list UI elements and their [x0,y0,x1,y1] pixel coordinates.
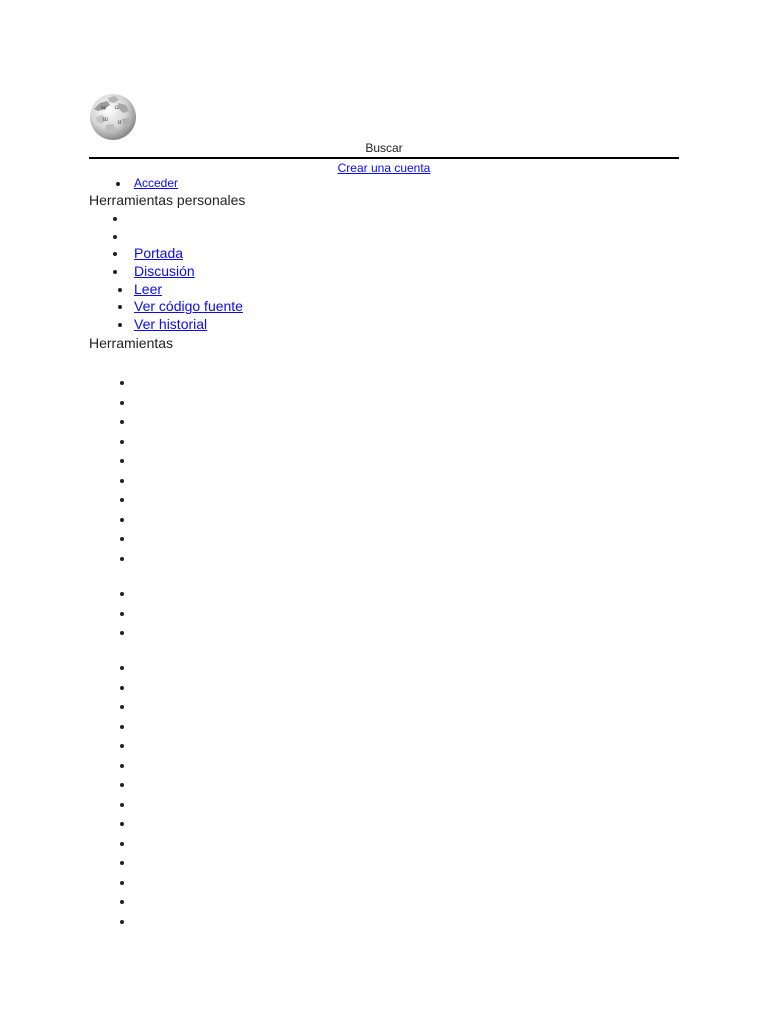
tab-ver-historial-link[interactable]: Ver historial [134,316,208,333]
login-list [134,176,178,191]
create-account-row [0,161,768,175]
tab-leer-link[interactable]: Leer [134,280,163,297]
svg-text:Ш: Ш [103,118,109,123]
login-link[interactable]: Acceder [134,176,179,190]
search-label[interactable]: Buscar [365,141,403,155]
personal-tools-heading: Herramientas personales [89,192,246,208]
tab-ver-codigo-fuente-link[interactable]: Ver código fuente [134,298,243,315]
tab-portada [134,245,243,263]
wikipedia-logo-icon[interactable] [88,91,138,141]
list-item [134,176,178,191]
page-tabs-list [134,245,243,334]
svg-text:W: W [101,106,107,112]
tools-heading: Herramientas [89,335,174,351]
tab-ver-codigo-fuente [134,298,243,316]
tab-discusion-link[interactable]: Discusión [134,262,195,279]
tab-leer [134,281,243,299]
tab-discusion [134,263,243,281]
tab-ver-historial [134,316,243,334]
tab-portada-link[interactable]: Portada [134,245,184,261]
create-account-link[interactable]: Crear una cuenta [337,161,431,175]
svg-text:И: И [118,121,122,126]
header-divider [89,157,679,159]
svg-text:Ω: Ω [115,106,119,111]
